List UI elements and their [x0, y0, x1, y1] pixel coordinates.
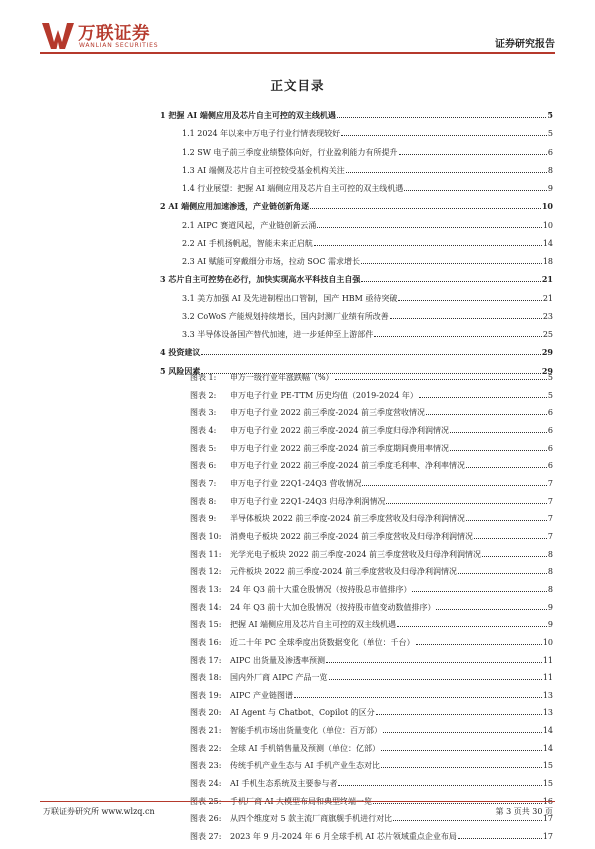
figure-entry-label: 图表 21:: [190, 726, 222, 736]
figure-entry-title: AI 手机生态系统及主要参与者: [230, 779, 338, 789]
figure-entry-title: 把握 AI 端侧应用及芯片自主可控的双主线机遇: [230, 620, 397, 630]
figure-entry-title: 申万一级行业年涨跌幅（%）: [230, 373, 334, 382]
figure-entry-title: 申万电子行业 2022 前三季度-2024 前三季度归母净利润情况: [230, 425, 450, 435]
figure-entry-title: 申万电子行业 22Q1-24Q3 营收情况: [230, 478, 362, 488]
figure-entry-page: 15: [542, 761, 553, 771]
figure-entry-label: 图表 26:: [190, 814, 222, 824]
figure-entry-page: 17: [542, 832, 553, 842]
figure-leader-dots: [381, 750, 542, 751]
figure-entry-label: 图表 12:: [190, 567, 222, 577]
toc-entry[interactable]: [160, 183, 553, 195]
toc-entry-page: 6: [547, 147, 553, 157]
figure-entry-page: 8: [547, 549, 553, 559]
toc-entry-title: 2.2 AI 手机扬帆起，智能未来正启航: [182, 238, 313, 248]
figure-entry-title: 元件板块 2022 前三季度-2024 前三季度营收及归母净利润情况: [230, 567, 458, 577]
figure-entry[interactable]: [190, 425, 553, 437]
figure-entry-title: 申万电子行业 PE-TTM 历史均值（2019-2024 年）: [230, 390, 418, 400]
toc-leader-dots: [201, 354, 541, 355]
toc-entry-title: 3.3 半导体设备国产替代加速，进一步延伸至上游部件: [182, 330, 374, 339]
figure-leader-dots: [466, 467, 547, 468]
figure-entry-page: 13: [542, 708, 553, 718]
figure-entry-title: 传统手机产业生态与 AI 手机产业生态对比: [230, 761, 381, 771]
figure-entry-page: 11: [542, 655, 553, 665]
toc-entry-title: 1.4 行业展望：把握 AI 端侧应用及芯片自主可控的双主线机遇: [182, 184, 404, 193]
figure-entry-title: 申万电子行业 22Q1-24Q3 归母净利润情况: [230, 496, 386, 506]
figure-leader-dots: [381, 767, 542, 768]
figure-entry[interactable]: [190, 531, 553, 543]
toc-entry-page: 14: [542, 238, 553, 248]
toc-leader-dots: [399, 154, 547, 155]
figure-entry-title: 光学光电子板块 2022 前三季度-2024 前三季度营收及归母净利润情况: [230, 549, 482, 559]
figure-entry-page: 7: [547, 496, 553, 506]
figure-entry-label: 图表 20:: [190, 708, 222, 718]
figure-leader-dots: [458, 573, 547, 574]
figure-entry-title: 申万电子行业 2022 前三季度-2024 前三季度毛利率、净利率情况: [230, 461, 466, 471]
figure-entry-label: 图表 22:: [190, 743, 222, 753]
figure-entry-label: 图表 25:: [190, 796, 222, 806]
toc-entry[interactable]: [160, 201, 553, 213]
figure-entry[interactable]: [190, 655, 553, 667]
figure-entry-label: 图表 17:: [190, 655, 222, 665]
figure-entry-page: 8: [547, 584, 553, 594]
figure-leader-dots: [338, 785, 541, 786]
figure-entry-title: 申万电子行业 2022 前三季度-2024 前三季度营收情况: [230, 408, 426, 418]
table-of-contents: [160, 110, 553, 384]
figure-entry-label: 图表 27:: [190, 832, 222, 842]
toc-leader-dots: [374, 336, 542, 337]
figure-entry-label: 图表 11:: [190, 549, 222, 559]
toc-entry-page: 21: [541, 274, 553, 285]
toc-entry-page: 8: [547, 165, 553, 175]
toc-entry-page: 29: [541, 365, 553, 376]
figure-entry[interactable]: [190, 407, 553, 419]
figure-entry[interactable]: [190, 619, 553, 631]
figure-leader-dots: [294, 697, 542, 698]
toc-entry-title: 1.1 2024 年以来中万电子行业行情表现较好: [182, 129, 341, 139]
figure-entry-label: 图表 18:: [190, 673, 222, 683]
figure-entry-label: 图表 7:: [190, 478, 217, 488]
figure-entry-title: 手机厂商 AI 大模型布局和典型终端一览: [230, 796, 373, 806]
figure-entry[interactable]: [190, 584, 553, 596]
toc-leader-dots: [361, 281, 541, 282]
figure-entry-label: 图表 3:: [190, 408, 217, 418]
toc-leader-dots: [337, 117, 547, 118]
figure-leader-dots: [482, 556, 547, 557]
figure-entry[interactable]: [190, 672, 553, 684]
figure-leader-dots: [335, 379, 547, 380]
figure-entry-label: 图表 4:: [190, 425, 217, 435]
figure-leader-dots: [450, 432, 547, 433]
list-of-figures: [190, 372, 553, 849]
figure-entry[interactable]: [190, 478, 553, 490]
toc-leader-dots: [314, 245, 542, 246]
toc-leader-dots: [346, 172, 547, 173]
figure-leader-dots: [458, 838, 542, 839]
figure-leader-dots: [436, 609, 546, 610]
page-title: 正文目录: [270, 78, 325, 93]
figure-entry-title: 国内外厂商 AIPC 产品一览: [230, 673, 328, 683]
figure-entry[interactable]: [190, 460, 553, 472]
toc-entry-page: 23: [542, 311, 553, 321]
figure-leader-dots: [362, 485, 546, 486]
toc-leader-dots: [390, 318, 542, 319]
toc-entry-title: 2 AI 端侧应用加速渗透，产业链创新角逐: [160, 201, 310, 212]
figure-entry-label: 图表 2:: [190, 390, 217, 400]
figure-entry-label: 图表 15:: [190, 620, 222, 630]
report-type-label: 证券研究报告: [495, 39, 555, 50]
figure-entry-label: 图表 19:: [190, 690, 222, 700]
toc-entry-title: 3.1 美方加强 AI 及先进制程出口管制，国产 HBM 亟待突破: [182, 293, 398, 303]
toc-leader-dots: [398, 300, 541, 301]
figure-entry[interactable]: [190, 496, 553, 508]
figure-leader-dots: [393, 820, 542, 821]
toc-entry-title: 4 投资建议: [160, 347, 201, 358]
logo-chinese-name: 万联证券: [78, 24, 150, 44]
figure-entry-title: 半导体板块 2022 前三季度-2024 前三季度营收及归母净利润情况: [230, 514, 466, 524]
figure-entry-page: 11: [542, 673, 553, 683]
figure-leader-dots: [376, 714, 542, 715]
toc-entry[interactable]: [160, 128, 553, 140]
toc-entry-page: 25: [542, 330, 553, 339]
figure-leader-dots: [450, 450, 547, 451]
figure-entry[interactable]: [190, 602, 553, 614]
toc-entry[interactable]: [160, 220, 553, 232]
figure-entry-page: 5: [547, 390, 553, 400]
toc-entry-title: 2.1 AIPC 赛道风起，产业链创新云涌: [182, 220, 317, 230]
footer-source: 万联证券研究所 www.wlzq.cn: [43, 807, 155, 816]
figure-leader-dots: [329, 679, 542, 680]
figure-entry[interactable]: [190, 831, 553, 843]
figure-entry[interactable]: [190, 372, 553, 384]
figure-entry-page: 7: [547, 531, 553, 541]
figure-entry[interactable]: [190, 549, 553, 561]
figure-entry-title: 24 年 Q3 前十大重仓股情况（按持股总市值排序）: [230, 584, 412, 594]
toc-leader-dots: [310, 208, 541, 209]
figure-entry-title: 从四个维度对 5 款主流厂商旗舰手机进行对比: [230, 814, 393, 824]
figure-entry-label: 图表 9:: [190, 514, 217, 524]
figure-entry[interactable]: [190, 760, 553, 772]
figure-entry-label: 图表 14:: [190, 602, 222, 612]
figure-entry-page: 9: [547, 602, 553, 612]
toc-entry[interactable]: [160, 293, 553, 305]
figure-leader-dots: [326, 662, 542, 663]
figure-entry-page: 6: [547, 461, 553, 471]
figure-leader-dots: [419, 397, 547, 398]
figure-entry[interactable]: [190, 443, 553, 455]
toc-entry-title: 1.3 AI 端侧及芯片自主可控较受基金机构关注: [182, 165, 345, 175]
figure-entry-title: 近二十年 PC 全球季度出货数据变化（单位：千台）: [230, 637, 415, 647]
figure-entry-label: 图表 23:: [190, 761, 222, 771]
toc-entry[interactable]: [160, 329, 553, 341]
figure-entry-label: 图表 13:: [190, 584, 222, 594]
toc-leader-dots: [404, 190, 547, 191]
figure-entry-page: 8: [547, 567, 553, 577]
figure-entry-page: 10: [542, 637, 553, 647]
figure-entry[interactable]: [190, 566, 553, 578]
figure-entry-title: AI Agent 与 Chatbot、Copilot 的区分: [230, 708, 375, 718]
toc-entry-page: 18: [542, 257, 553, 266]
toc-leader-dots: [341, 135, 547, 136]
figure-entry-label: 图表 10:: [190, 531, 222, 541]
toc-leader-dots: [361, 263, 542, 264]
figure-leader-dots: [466, 520, 547, 521]
figure-entry[interactable]: [190, 390, 553, 402]
toc-entry-page: 5: [547, 110, 553, 120]
figure-leader-dots: [386, 503, 546, 504]
figure-entry-page: 6: [547, 408, 553, 418]
figure-leader-dots: [383, 732, 542, 733]
figure-entry-label: 图表 5:: [190, 443, 217, 453]
toc-entry-title: 2.3 AI 赋能可穿戴细分市场，拉动 SOC 需求增长: [182, 257, 360, 266]
logo-english-name: WANLIAN SECURITIES: [79, 42, 159, 49]
toc-entry-page: 10: [541, 201, 553, 212]
figure-entry-page: 5: [547, 373, 553, 382]
toc-entry[interactable]: [160, 110, 553, 122]
figure-entry[interactable]: [190, 690, 553, 702]
toc-entry[interactable]: [160, 311, 553, 323]
figure-entry-title: 智能手机市场出货量变化（单位：百万部）: [230, 726, 382, 736]
figure-entry[interactable]: [190, 513, 553, 525]
figure-entry-title: 申万电子行业 2022 前三季度-2024 前三季度期间费用率情况: [230, 443, 450, 453]
figure-entry-title: 2023 年 9 月-2024 年 6 月全球手机 AI 芯片领域重点企业布局: [230, 832, 457, 842]
figure-entry[interactable]: [190, 743, 553, 755]
figure-entry-title: AIPC 产业链图谱: [230, 690, 293, 700]
figure-entry-page: 7: [547, 478, 553, 488]
toc-entry[interactable]: [160, 347, 553, 359]
figure-entry-page: 15: [542, 779, 553, 789]
figure-entry-page: 17: [542, 814, 553, 824]
figure-entry-page: 7: [547, 514, 553, 524]
toc-entry-page: 21: [542, 293, 553, 303]
toc-entry-title: 3 芯片自主可控势在必行，加快实现高水平科技自主自强: [160, 274, 361, 285]
figure-entry-title: 全球 AI 手机销售量及预测（单位：亿部）: [230, 743, 381, 753]
figure-entry-label: 图表 1:: [190, 373, 217, 382]
figure-leader-dots: [373, 803, 542, 804]
figure-entry[interactable]: [190, 707, 553, 719]
figure-entry-page: 16: [542, 796, 553, 806]
toc-entry-page: 10: [542, 220, 553, 230]
figure-leader-dots: [397, 626, 547, 627]
toc-entry-title: 1.2 SW 电子前三季度业绩整体向好，行业盈利能力有所提升: [182, 147, 398, 157]
toc-leader-dots: [317, 227, 542, 228]
toc-entry-page: 5: [547, 129, 553, 139]
figure-entry-label: 图表 8:: [190, 496, 217, 506]
wanlian-logo-icon: [41, 20, 75, 50]
toc-entry-title: 3.2 CoWoS 产能规划持续增长，国内封测厂业绩有所改善: [182, 311, 389, 321]
toc-entry-page: 29: [541, 347, 553, 358]
page-number: 第 3 页共 30 页: [495, 807, 553, 816]
toc-entry-title: 1 把握 AI 端侧应用及芯片自主可控的双主线机遇: [160, 110, 336, 120]
figure-entry-page: 14: [542, 726, 553, 736]
toc-entry[interactable]: [160, 256, 553, 268]
figure-leader-dots: [412, 591, 546, 592]
toc-entry-title: 5 风险因素: [160, 365, 201, 376]
figure-entry-page: 14: [542, 743, 553, 753]
figure-entry-label: 图表 16:: [190, 637, 222, 647]
figure-leader-dots: [416, 644, 542, 645]
figure-entry-title: 消费电子板块 2022 前三季度-2024 前三季度营收及归母净利润情况: [230, 531, 474, 541]
figure-entry-title: AIPC 出货量及渗透率预测: [230, 655, 325, 665]
figure-entry-page: 9: [547, 620, 553, 630]
toc-entry[interactable]: [160, 274, 553, 286]
figure-entry-page: 6: [547, 425, 553, 435]
figure-entry-page: 13: [542, 690, 553, 700]
figure-leader-dots: [426, 414, 547, 415]
toc-entry[interactable]: [160, 238, 553, 250]
figure-entry[interactable]: [190, 778, 553, 790]
figure-entry[interactable]: [190, 637, 553, 649]
toc-entry[interactable]: [160, 147, 553, 159]
toc-entry-page: 9: [547, 184, 553, 193]
figure-entry-label: 图表 24:: [190, 779, 222, 789]
figure-entry-title: 24 年 Q3 前十大加仓股情况（按持股市值变动数值排序）: [230, 602, 436, 612]
figure-entry-page: 6: [547, 443, 553, 453]
figure-entry[interactable]: [190, 725, 553, 737]
toc-entry[interactable]: [160, 165, 553, 177]
figure-leader-dots: [474, 538, 547, 539]
figure-entry-label: 图表 6:: [190, 461, 217, 471]
footer-divider: [40, 801, 555, 802]
header-divider: [40, 52, 555, 54]
